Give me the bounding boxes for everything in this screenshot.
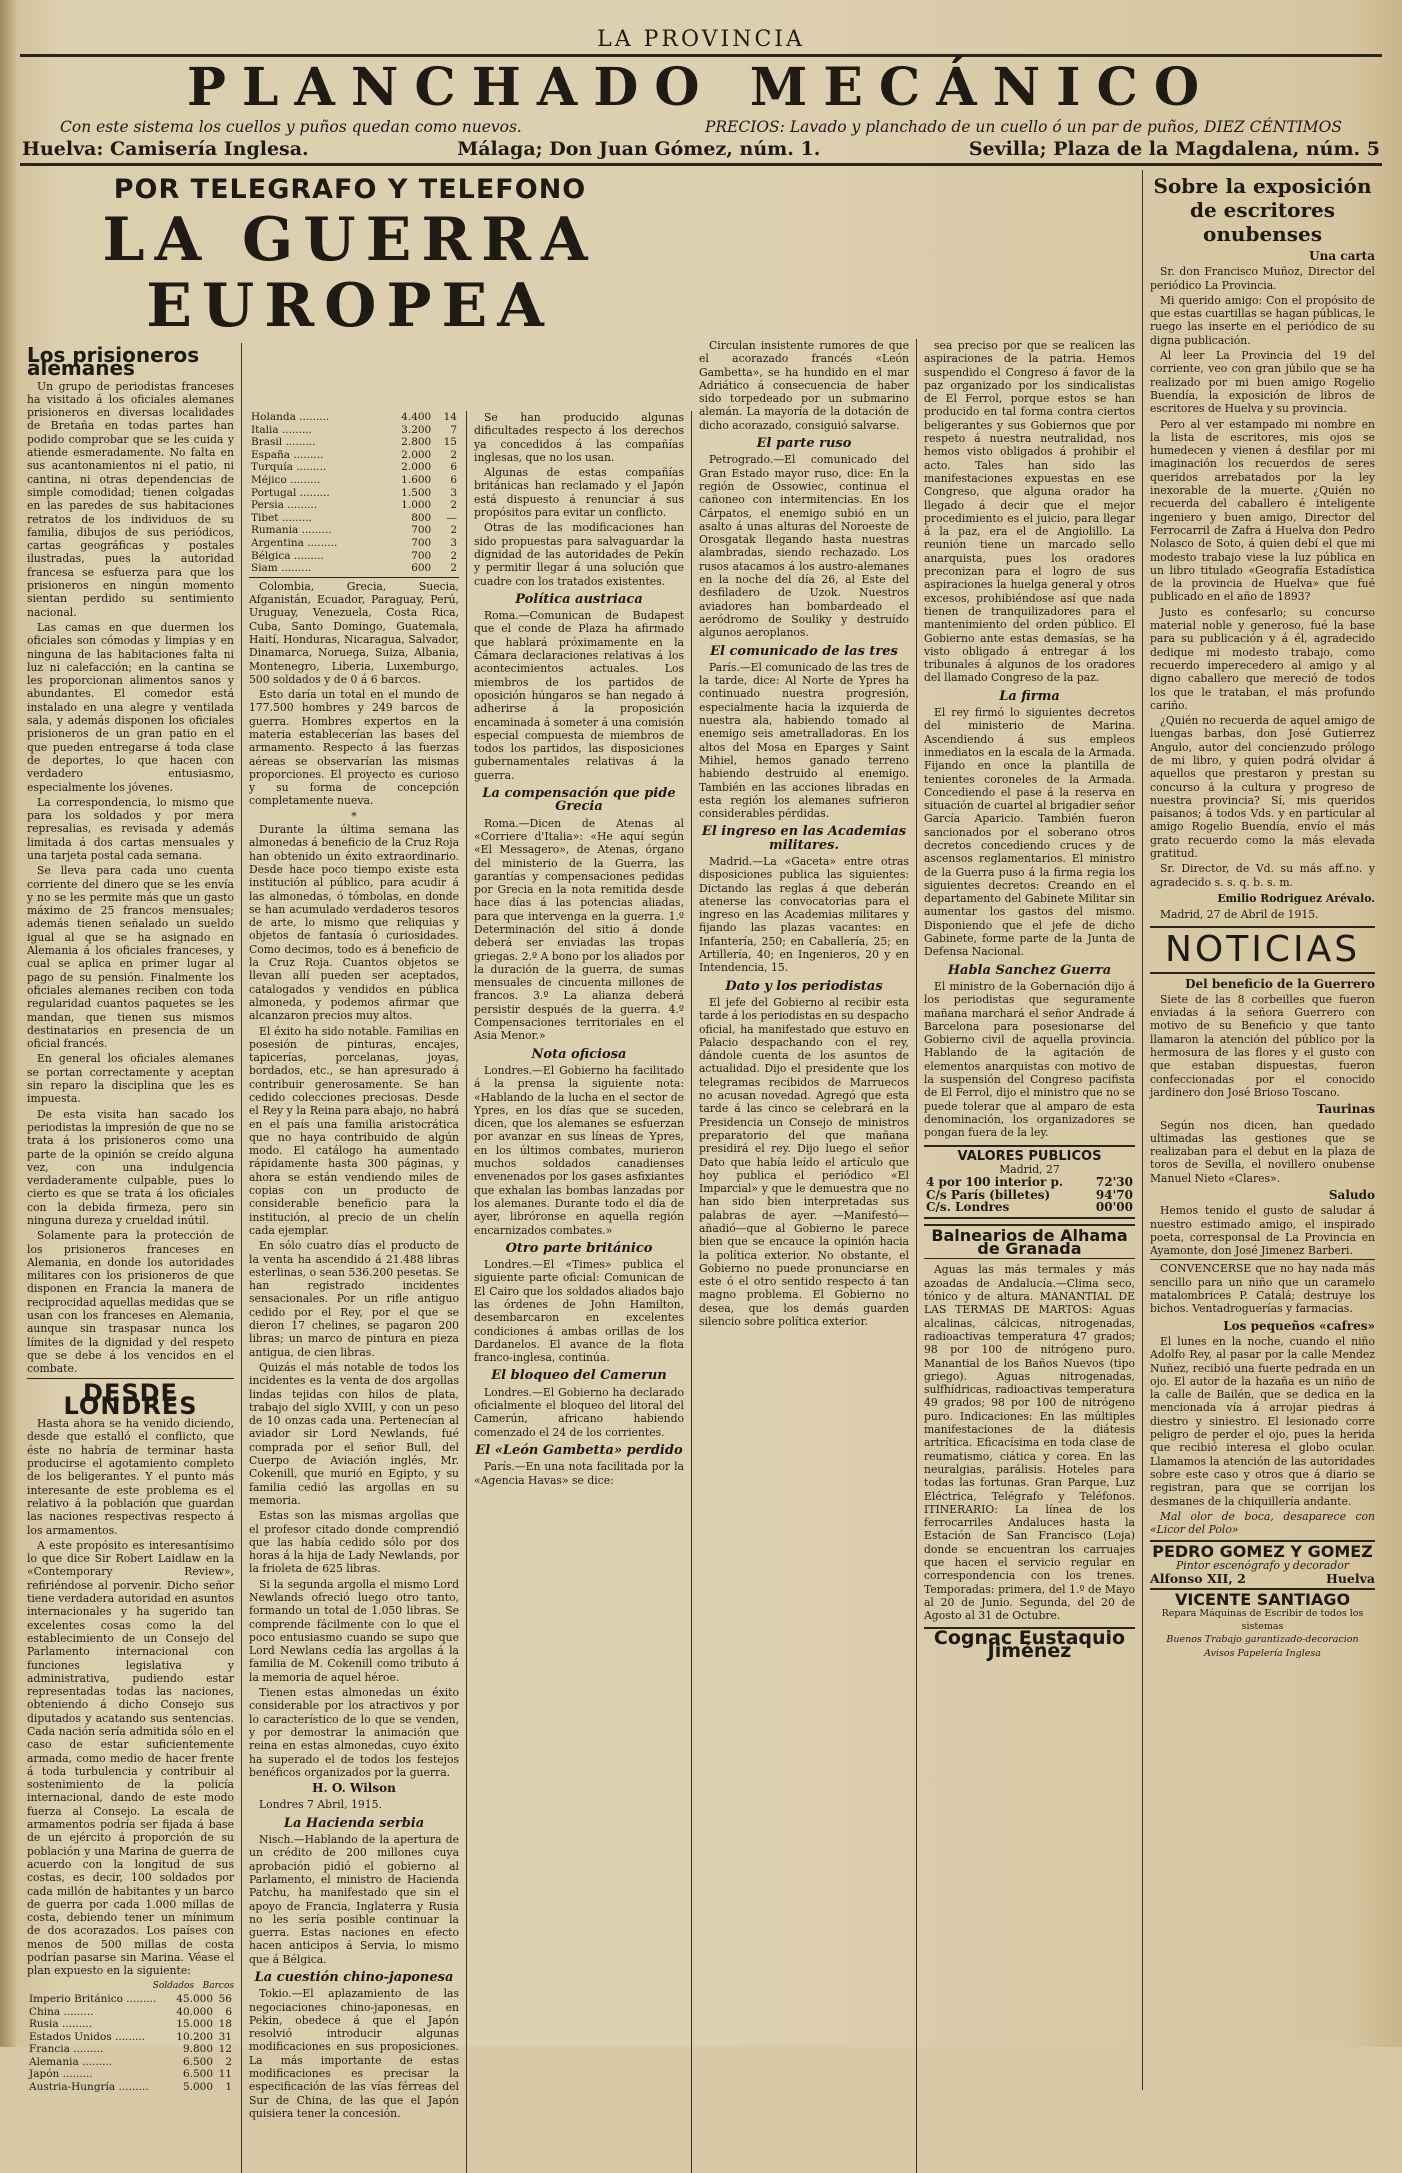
table-cell: 2 <box>450 549 457 562</box>
camerun-title: El bloqueo del Camerun <box>491 1368 667 1384</box>
cafres-title: Los pequeños «cafres» <box>1223 1318 1375 1333</box>
armaments-table-continued <box>249 411 459 575</box>
war-headline: LA GUERRA EUROPEA <box>102 205 598 341</box>
dateline: Londres 7 Abril, 1915. <box>259 1798 382 1812</box>
table-cell: Brasil ......... <box>251 436 316 449</box>
table-row <box>27 1993 234 2006</box>
gomez-profession: Pintor escenógrafo y decorador <box>1176 1558 1349 1572</box>
paragraph: Tienen estas almonedas un éxito considerable por los atractivos y por lo característico de lo que se venden, y por demostrar la animación que reina en estas almonedas, cuyo éxito ha superado el de todos los festejos benéficos organizados por la guerra. <box>249 1686 459 1779</box>
table-cell: 31 <box>218 2030 232 2043</box>
table-cell: China ......... <box>29 2005 94 2018</box>
table-cell: 9.800 <box>182 2043 214 2056</box>
paragraph: Mi querido amigo: Con el propósito de que estas cuartillas se hagan públicas, le ruego las inserte en el periódico de su digna publicación. <box>1150 293 1375 347</box>
table-row <box>249 512 459 525</box>
table-cell: 45.000 <box>176 1992 214 2005</box>
valores-box <box>924 1145 1135 1219</box>
santiago-advert <box>1150 1590 1375 1662</box>
nota-title: Nota oficiosa <box>531 1046 627 1062</box>
table-cell: 2 <box>450 448 457 461</box>
paragraph: El lunes en la noche, cuando el niño Adolfo Rey, al pasar por la calle Mendez Nuñez, recibió una fuerte pedrada en un ojo. El autor de la hazaña es un niño de la calle de Bailén, que se dedica en la mencionada vía á arrojar piedras á diestro y siniestro. El lesionado corre peligro de perder el ojo, pues la herida que recibió interesa el globo ocular. Llamamos la atención de las autoridades sobre este caso y otros que á diario se registran, para que se corrijan los desmanes de la chiquillería andante. <box>1150 1334 1375 1508</box>
paragraph: Londres.—El Gobierno ha facilitado á la prensa la siguiente nota: «Hablando de la lucha en el sector de Ypres, en los días que se suceden, dicen, que los alemanes se esfuerzan por avanzar en sus líneas de Ypres, en los últimos combates, murieron muchos soldados canadienses envenenados por los gases asfixiantes que exhalan las bombas lanzadas por los alemanes. Durante todo el día de ayer, libróronse en aquella región encarnizados combates.» <box>474 1063 684 1237</box>
table-cell: Tibet ......... <box>251 511 312 524</box>
table-cell: 5.000 <box>182 2081 214 2094</box>
address-malaga: Málaga; Don Juan Gómez, núm. 1. <box>457 138 821 160</box>
expo-date: Madrid, 27 de Abril de 1915. <box>1160 908 1319 922</box>
table-cell: C/s. Londres <box>926 1200 1010 1215</box>
table-cell: 4.400 <box>401 411 432 423</box>
column-6 <box>1142 170 1382 2090</box>
table-cell: Alemania ......... <box>29 2055 113 2068</box>
paragraph: París.—En una nota facilitada por la «Agencia Havas» se dice: <box>474 1460 684 1487</box>
table-cell: 40.000 <box>176 2005 214 2018</box>
table-cell: 3 <box>450 536 457 549</box>
carta-label: Una carta <box>1309 249 1375 263</box>
table-row <box>924 1201 1135 1214</box>
paragraph: Roma.—Dicen de Atenas al «Corriere d'Italia»: «He aquí según «El Messagero», de Atenas, órgano del ministerio de la Guerra, las garantías y compensaciones pedidas por Grecia en la nota remitida desde hace días á las potencias aliadas, para que intervenga en la guerra. 1.º Determinación del sitio á donde deberá ser enviadas las tropas griegas. 2.º A bono por los aliados por la duración de la guerra, de sumas mensuales de cincuenta millones de francos. 3.º La alianza deberá persistir después de la guerra. 4.º Compensaciones territoriales en el Asia Menor.» <box>474 816 684 1043</box>
table-header: Soldados Barcos <box>152 1980 234 1991</box>
table-row <box>249 436 459 449</box>
table-cell: 7 <box>450 423 457 436</box>
table-row <box>27 2056 234 2069</box>
paragraph: Justo es confesarlo; su concurso material noble y generoso, fué la base para su publicación y á él, agradecido dedique mi modesto trabajo, como recuerdo imperecedero al amigo y al digno caballero que mereció de todos los que le trataban, el más profundo cariño. <box>1150 605 1375 712</box>
table-cell: España ......... <box>251 448 324 461</box>
paragraph: Al leer La Provincia del 19 del corriente, veo con gran júbilo que se ha realizado por mi buen amigo Rogelio Buendía, la exposición de libros de escritores de Huelva y su provincia. <box>1150 349 1375 416</box>
table-cell: 6.500 <box>182 2068 214 2081</box>
paragraph: El rey firmó lo siguientes decretos del ministerio de Marina. Ascendiendo á sus empleos inmediatos en la escala de la Armada. Fijando en once la plantilla de tenientes coroneles de la Armada. Concediendo el pase á la reserva en situación de cuartel al brigadier señor García Aparicio. También fueron sancionados por el soberano otros decretos concediendo cruces y de ascensos reglamentarios. El ministro de la Guerra puso á la firma regia los siguientes decretos: Creando en el departamento del Gabinete Militar sin aumentar los gastos del mismo. Disponiendo que el jefe de dicho Gabinete, forme parte de la Junta de Defensa Nacional. <box>924 706 1135 959</box>
paragraph: Nisch.—Hablando de la apertura de un crédito de 200 millones cuya aprobación pidió el gobierno al Parlamento, el ministro de Hacienda Patchu, ha manifestado que sin el apoyo de Francia, Inglaterra y Rusia no les sería posible continuar la guerra. Estas naciones en efecto hacen anticipos á Servia, lo mismo que á Bélgica. <box>249 1833 459 1966</box>
column-3 <box>467 411 692 2173</box>
alhama-title: Balnearios de Alhama de Granada <box>924 1224 1135 1260</box>
santiago-line2: Buenos Trabajo garantizado-decoracion <box>1166 1634 1359 1646</box>
table-row <box>249 449 459 462</box>
table-cell: 56 <box>218 1992 232 2005</box>
hacienda-title: La Hacienda serbia <box>283 1815 425 1831</box>
table-cell: 800 <box>411 511 432 524</box>
address-huelva: Huelva: Camisería Inglesa. <box>22 138 309 160</box>
paragraph: Quizás el más notable de todos los incidentes es la venta de dos argollas lindas tejidas con hilos de plata, trabajo del siglo XVIII, y con un peso de 10 onzas cada una. Pertenecían al aviador sir Lord Newlands, fué comprada por el señor Bull, del Cuerpo de Aviación inglés, Mr. Cokenill, que murió en Egipto, y su familia cedió las argollas en su memoria. <box>249 1360 459 1507</box>
table-row <box>249 562 459 575</box>
ruso-title: El parte ruso <box>756 436 852 452</box>
war-section <box>20 170 1142 2173</box>
paragraph: Aguas las más termales y más azoadas de Andalucía.—Clima seco, tónico y de altura. MANANTIAL DE LAS TERMAS DE MARTOS: Aguas alcalinas, cálcicas, nitrogenadas, radioactivas temperatura 47 grados; 98 por 100 de nitrógeno puro. Manantial de los Baños Nuevos (tipo griego). Aguas nitrogenadas, sulfhídricas, radioactivas temperatura 49 grados; 98 por 100 de nitrógeno puro. Indicaciones: En las múltiples manifestaciones de la diátesis artrítica. Eficacísima en toda clase de reumatismo, ciática y corea. En las neuralgias, parálisis. Hoteles para todas las fortunas. Gran Parque, Luz Eléctrica, Telégrafo y Teléfonos. ITINERARIO: La línea de los ferrocarriles Andaluces hasta la Estación de San Francisco (Loja) donde se encuentran los carruajes que hacen el servicio regular en correspondencia con los trenes. Temporadas: primera, del 1.º de Mayo al 20 de Junio. Segunda, del 20 de Agosto al 31 de Octubre. <box>924 1263 1135 1623</box>
address-sevilla: Sevilla; Plaza de la Magdalena, núm. 5 <box>968 138 1380 160</box>
armaments-table <box>27 1993 234 2094</box>
table-cell: Holanda ......... <box>251 411 330 423</box>
table-cell: 1.500 <box>401 486 432 499</box>
table-cell: 00'00 <box>1095 1200 1133 1215</box>
advert-subtitle <box>20 117 1382 137</box>
santiago-name: VICENTE SANTIAGO <box>1174 1590 1351 1610</box>
tres-title: El comunicado de las tres <box>710 643 898 659</box>
table-row <box>27 2081 234 2094</box>
table-row <box>27 2018 234 2031</box>
paragraph: Pero al ver estampado mi nombre en la lista de escritores, mis ojos se humedecen y vienen á desfilar por mi imaginación los recuerdos de seres queridos arrebatados por la ley inexorable de la muerte. ¿Quién no recuerda del caballero é inteligente ingeniero y buen amigo, Director del Ferrocarril de Zafra á Huelva don Pedro Nolasco de Soto, á quien debí el que mi modesto trabajo viese la luz pública en un libro titulado «Geografía Estadística de la provincia de Huelva» que fué publicado en el año de 1893? <box>1150 417 1375 604</box>
table-cell: 2.000 <box>401 461 432 474</box>
table-cell: — <box>446 511 457 524</box>
table-row <box>249 424 459 437</box>
table-cell: Argentina ......... <box>251 536 338 549</box>
paragraph: Madrid.—La «Gaceta» entre otras disposiciones publica las siguientes: Dictando las reglas á que deberán atenerse las convocatorias para el ingreso en las Academias militares y fijando las plazas vacantes: en Infantería, 250; en Caballería, 25; en Artillería, 40; en Ingenieros, 20 y en Intendencia, 15. <box>699 854 909 975</box>
table-cell: 700 <box>411 549 432 562</box>
table-row <box>27 2006 234 2019</box>
separator-star: * <box>351 809 357 823</box>
table-cell: Italia ......... <box>251 423 312 436</box>
table-cell: 11 <box>218 2068 232 2081</box>
paragraph: Algunas de estas compañías británicas han reclamado y el Japón está dispuesto á renunciar á sus propósitos para evitar un conflicto. <box>474 466 684 520</box>
santiago-line3: Avisos Papelería Inglesa <box>1204 1647 1321 1659</box>
column-4 <box>692 339 917 2173</box>
divider <box>20 163 1382 166</box>
britanico-title: Otro parte británico <box>505 1240 653 1256</box>
desde-londres-title: DESDE LONDRES <box>63 1378 198 1420</box>
paragraph: ¿Quién no recuerda de aquel amigo de luengas barbas, don José Gutierrez Angulo, autor del concienzudo prólogo de mi libro, y quien podrá olvidar á aquellos que prestaron y prestan su concurso á la cultura y progreso de nuestra provincia? Sí, mis queridos paisanos; á todos Vds. y en particular al amigo Rogelio Buendía, envío el más grato recuerdo como la más elevada gratitud. <box>1150 714 1375 861</box>
table-row <box>27 2043 234 2056</box>
table-cell: 18 <box>218 2018 232 2031</box>
column-5 <box>917 339 1142 2173</box>
table-cell: 2 <box>450 562 457 575</box>
columns <box>20 170 1382 2173</box>
table-cell: 15 <box>443 436 457 449</box>
taurinas-title: Taurinas <box>1316 1102 1375 1117</box>
table-row <box>249 524 459 537</box>
table-cell: 2 <box>450 499 457 512</box>
paragraph: Petrogrado.—El comunicado del Gran Estado mayor ruso, dice: En la región de Ossowiec, continua el cañoneo con intermitencias. En los Cárpatos, el enemigo subió en un asalto á unas alturas del Noroeste de Orosgatak llegando hasta nuestras alambradas, siendo rechazado. Los rusos atacamos á los austro-alemanes en la noche del día 26, al Este del desfiladero de Uzok. Nuestros aviadores han bombardeado el aeródromo de Souliky y destruído algunos aeroplanos. <box>699 453 909 640</box>
guerrero-title: Del beneficio de la Guerrero <box>1185 976 1375 991</box>
licor-advert: Mal olor de boca, desaparece con «Licor del Polo» <box>1150 1509 1375 1537</box>
table-cell: 600 <box>411 562 432 575</box>
table-cell: 1.600 <box>401 473 432 486</box>
table-cell: 3 <box>450 486 457 499</box>
gomez-name: PEDRO GOMEZ Y GOMEZ <box>1152 1542 1373 1562</box>
paragraph: El éxito ha sido notable. Familias en posesión de pinturas, encajes, tapicerías, porcelanas, joyas, bordados, etc., se han apresurado á contribuir generosamente. Se han cedido colecciones preciosas. Desde el Rey y la Reina para abajo, no habrá en el país una familia aristocrática que no haya contribuido de algún modo. El catálogo ha aumentado rápidamente hasta 300 páginas, y ahora se están vendiendo miles de copias con un producto de considerable beneficio para la institución, al precio de un chelín cada ejemplar. <box>249 1024 459 1237</box>
paragraph: Hasta ahora se ha venido diciendo, desde que estalló el conflicto, que éste no habría de terminar hasta producirse el agotamiento completo de los beligerantes. Y el punto más interesante de este problema es el relativo á la población que guardan las naciones respectivas respecto á los armamentos. <box>27 1417 234 1537</box>
table-row <box>249 461 459 474</box>
table-cell: Austria-Hungría ......... <box>29 2081 149 2094</box>
paragraph: Circulan insistente rumores de que el acorazado francés «León Gambetta», se ha hundido en el mar Adriático á consecuencia de haber sido torpedeado por un submarino alemán. La mayoría de la dotación de dicho acorazado, consiguió salvarse. <box>699 339 909 432</box>
table-cell: 700 <box>411 536 432 549</box>
table-row <box>249 474 459 487</box>
table-cell: 12 <box>218 2043 232 2056</box>
firma-title: La firma <box>999 688 1060 704</box>
prisoners-title: Los prisioneros alemanes <box>27 343 200 381</box>
table-cell: 2 <box>225 2055 232 2068</box>
academias-title: El ingreso en las Academias militares. <box>701 824 907 853</box>
paragraph: Un grupo de periodistas franceses ha visitado á los oficiales alemanes prisioneros en diversas localidades de Bretaña en todas partes han podido comprobar que se les cuida y atiende esmeradamente. No falta en sus acantonamientos ni el patio, ni cantina, ni otras dependencias de simple comodidad; tienen colgadas en las paredes de sus habitaciones retratos de los individuos de su familia, dibujos de sus periódicos, cartas geográficas y postales ilustradas, pues la autoridad francesa se esfuerza para que los prisioneros en ningún momento sientan perdido su sentimiento nacional. <box>27 379 234 619</box>
paragraph: El jefe del Gobierno al recibir esta tarde á los periodistas en su despacho oficial, ha manifestado que estuvo en Palacio despachando con el rey, dándole cuenta de los asuntos de actualidad. Dijo el presidente que los telegramas recibidos de Marruecos no acusan novedad. Agregó que esta tarde á las cinco se celebrará en la Presidencia un Consejo de ministros preparatorio del que mañana presidirá el rey. Dijo luego el señor Dato que había leído el artículo que hoy publica el periódico «El Imparcial» y que le demuestra que no han sido bien interpretadas sus palabras de ayer. —Manifestó—añadió—que al Gobierno le parece bien que se encauce la opinión hacia la política exterior. No obstante, el Gobierno no puede pronunciarse en este ó el otro sentido respecto á tan magno problema. El Gobierno no desea, que los demás guarden silencio sobre política exterior. <box>699 995 909 1329</box>
paragraph: Se han producido algunas dificultades respecto á los derechos ya concedidos á las compañías inglesas, que no los usan. <box>474 411 684 464</box>
table-cell: 3.200 <box>401 423 432 436</box>
table-row <box>924 1176 1135 1189</box>
advert-left-text: Con este sistema los cuellos y puños quedan como nuevos. <box>60 118 522 136</box>
page-binding-edge <box>0 0 16 2047</box>
table-row <box>249 411 459 424</box>
table-row <box>27 2068 234 2081</box>
table-cell: 1.000 <box>401 499 432 512</box>
paragraph: Las camas en que duermen los oficiales son cómodas y limpias y en ninguna de las habitaciones falta ni luz ni calefacción; en la cantina se les proporcionan alimentos sanos y abundantes. El comedor está instalado en una alegre y ventilada sala, y además disponen los oficiales prisioneros de un gran patio en el que pueden entregarse á toda clase de deportes, lo que hacen con verdadero entusiasmo, especialmente los jóvenes. <box>27 620 234 794</box>
exposition-title: Sobre la exposición de escritores onubenses <box>1153 174 1372 246</box>
table-cell: Imperio Británico ......... <box>29 1992 157 2005</box>
table-cell: 6.500 <box>182 2055 214 2068</box>
gambetta-title: El «León Gambetta» perdido <box>475 1442 683 1458</box>
table-cell: Rusia ......... <box>29 2018 93 2031</box>
santiago-line1: Repara Máquinas de Escribir de todos los sistemas <box>1161 1607 1364 1632</box>
convencerse-advert: CONVENCERSE que no hay nada más sencillo para un niño que un caramelo matalombrices P. Catalá; destruye los bichos. Ventadroguerías y farmacias. <box>1150 1259 1375 1315</box>
paragraph: Durante la última semana las almonedas á beneficio de la Cruz Roja han obtenido un éxito extraordinario. Desde hace poco tiempo existe esta institución al público, para acudir á las almonedas, ó tómbolas, en donde se han acumulado verdaderos tesoros de arte, lo mismo que reliquias y objetos de fantasía ó curiosidades. Como decimos, todo es á beneficio de la Cruz Roja. Cuantos objetos se llevan allí pueden ser aceptados, catalogados y vendidos en pública almoneda, y podemos afirmar que alcanzaron precios muy altos. <box>249 823 459 1023</box>
gomez-advert <box>1150 1540 1375 1590</box>
paragraph: Londres.—El «Times» publica el siguiente parte oficial: Comunican de El Cairo que los soldados aliados bajo las órdenes de John Hamilton, desembarcaron en excelentes condiciones á ambas orillas de los Dardanelos. El avance de la flota franco-inglesa, continúa. <box>474 1258 684 1365</box>
table-row <box>27 2031 234 2044</box>
table-cell: Francia ......... <box>29 2043 104 2056</box>
cognac-advert: Cognac Eustaquio Jiménez <box>924 1627 1135 1659</box>
table-cell: Portugal ......... <box>251 486 330 499</box>
noticias-title: NOTICIAS <box>1150 926 1375 974</box>
divider <box>249 577 459 578</box>
table-cell: 72'30 <box>1095 1175 1133 1190</box>
paragraph: Tokio.—El aplazamiento de las negociaciones chino-japonesas, en Pekin, obedece á que el Japón resolvió introducir algunas modificaciones en sus proposiciones. La más importante de estas modificaciones es precisar la especificación de las vías férreas del Sur de China, de las que el Japón quisiera tener la concesión. <box>249 1987 459 2120</box>
table-cell: Persia ......... <box>251 499 318 512</box>
column-1 <box>20 343 242 2173</box>
paragraph: La correspondencia, lo mismo que para los soldados y por mera represalias, es revisada y además limitada á dos cartas mensuales y una tarjeta postal cada semana. <box>27 795 234 862</box>
table-cell: 2 <box>450 524 457 537</box>
paragraph: Se lleva para cada uno cuenta corriente del dinero que se les envía y no se les permite más que un gasto máximo de 25 francos mensuales; además tienen señalado un sueldo igual al que se ha asignado en Alemania á los oficiales franceses, y cual se aplica en primer lugar al pago de su pensión. Finalmente los oficiales alemanes reciben con toda regularidad cuantos paquetes se les mandan, que tienen sus mismos destinatarios en presencia de un oficial francés. <box>27 864 234 1051</box>
table-row <box>249 487 459 500</box>
paragraph: París.—El comunicado de las tres de la tarde, dice: Al Norte de Ypres ha continuado nuestra progresión, especialmente hacia la izquierda de nuestra ala, habiendo tomado al enemigo seis ametralladoras. En los altos del Mosa en Eparges y Saint Mihiel, hemos ganado terreno habiendo destruido al enemigo. También en las acciones libradas en esta región los alemanes sufrieron considerables pérdidas. <box>699 660 909 821</box>
running-head: LA PROVINCIA <box>597 27 805 52</box>
signature: H. O. Wilson <box>312 1781 396 1796</box>
advert-prices-text: PRECIOS: Lavado y planchado de un cuello ó un par de puños, DIEZ CÉNTIMOS <box>704 118 1342 136</box>
sanchez-guerra-title: Habla Sanchez Guerra <box>947 962 1112 978</box>
table-cell: C/s París (billetes) <box>926 1187 1051 1202</box>
table-cell: Méjico ......... <box>251 473 321 486</box>
advert-title: PLANCHADO MECÁNICO <box>186 57 1216 118</box>
paragraph: Colombia, Grecia, Suecia, Afganistán, Ecuador, Paraguay, Perú, Uruguay, Venezuela, Costa Rica, Cuba, Santo Domingo, Guatemala, Haití, Honduras, Nicaragua, Salvador, Dinamarca, Noruega, Suiza, Albania, Montenegro, Liberia, Luxemburgo, 500 soldados y de 0 á 6 barcos. <box>249 579 459 686</box>
table-cell: Rumania ......... <box>251 524 332 537</box>
table-cell: 6 <box>450 461 457 474</box>
table-cell: 10.200 <box>176 2030 214 2043</box>
table-cell: 2.000 <box>401 448 432 461</box>
telegraph-headline: POR TELEGRAFO Y TELEFONO <box>113 174 587 205</box>
table-cell: Siam ......... <box>251 562 312 575</box>
masthead <box>20 28 1382 166</box>
paragraph: sea preciso por que se realicen las aspiraciones de la patria. Hemos suspendido el Congreso á favor de la paz organizado por los sindicalistas de El Ferrol, porque estos se han producido en tal forma contra ciertos beligerantes y sus Gobiernos que por respeto á nuestra neutralidad, nos hemos visto obligados á prohibir el acto. Tales han sido las manifestaciones expuestas en ese Congreso, que alguna orador ha llegado á decir que el mejor procedimiento es el juicio, para llegar á la paz, era el de Angiolillo. La reunión tiene un marcado sello anarquista, pues los oradores preconizan para el logro de sus aspiraciones la huelga general y otros excesos, prohibiéndose así que nada tienen de tranquilizadores para el mantenimiento del orden público. El Gobierno ante estas demasías, se ha visto obligado á entregar á los tribunales á algunos de los oradores del llamado Congreso de la paz. <box>924 339 1135 685</box>
paragraph: Otras de las modificaciones han sido propuestas para salvaguardar la dignidad de las autoridades de Pekín y permitir llegar á una solución que cuadre con los tratados existentes. <box>474 521 684 588</box>
paragraph: Sr. don Francisco Muñoz, Director del periódico La Provincia. <box>1150 265 1375 292</box>
table-cell: 6 <box>450 473 457 486</box>
expo-signature: Emilio Rodriguez Arévalo. <box>1217 891 1375 905</box>
austria-title: Política austriaca <box>515 591 643 607</box>
paragraph: Siete de las 8 corbeilles que fueron enviadas á la señora Guerrero con motivo de su Beneficio y que tanto llamaron la atención del público por la hermosura de las flores y el gusto con que estaban dispuestas, fueron confeccionadas por el conocido jardinero don José Brioso Toscano. <box>1150 992 1375 1099</box>
table-cell: 6 <box>225 2005 232 2018</box>
column-2 <box>242 411 467 2173</box>
paragraph: Solamente para la protección de los prisioneros franceses en Alemania, en donde los autoridades militares con los prisioneros de que disponen en Francia la manera de reciprocidad aquellas medidas que se usan con los franceses en Alemania, aunque sin traspasar nunca los límites de la dignidad y del respeto que se debe á los vencidos en el combate. <box>27 1229 234 1376</box>
paragraph: Esto daría un total en el mundo de 177.500 hombres y 249 barcos de guerra. Hombres expertos en la materia establecerían las bases del armamento. Respecto á las fuerzas aéreas se observarían las mismas proporciones. El proyecto es curioso y su forma de concepción completamente nueva. <box>249 688 459 808</box>
table-cell: 700 <box>411 524 432 537</box>
chino-title: La cuestión chino-japonesa <box>254 1970 454 1985</box>
gomez-address: Alfonso XII, 2 Huelva <box>1150 1571 1375 1587</box>
table-cell: 14 <box>443 411 457 423</box>
valores-table <box>924 1176 1135 1214</box>
paragraph: En sólo cuatro días el producto de la venta ha ascendido á 21.488 libras esterlinas, o sean 536.200 pesetas. Se han registrado incidentes sensacionales. Por un rifle antiguo cedido por el Rey, por el que se dieron 17 chelines, se pagaron 200 libras; un marco de pintura en pieza antigua, de cien libras. <box>249 1239 459 1359</box>
paragraph: Según nos dicen, han quedado ultimadas las gestiones que se realizaban para el debut en la plaza de toros de Sevilla, el novillero onubense Manuel Nieto «Clares». <box>1150 1118 1375 1185</box>
paragraph: En general los oficiales alemanes se portan correctamente y aceptan sin reparo la disciplina que les es impuesta. <box>27 1052 234 1106</box>
paragraph: De esta visita han sacado los periodistas la impresión de que no se trata á los prisioneros como una parte de la opinión se creído alguna vez, con una indulgencia verdaderamente culpable, pues lo cierto es que se trata á los oficiales con la debida firmeza, pero sin ninguna dureza y crueldad inútil. <box>27 1107 234 1227</box>
table-cell: 2.800 <box>401 436 432 449</box>
valores-title: VALORES PUBLICOS <box>957 1148 1102 1164</box>
table-cell: Bélgica ......... <box>251 549 324 562</box>
table-row <box>249 537 459 550</box>
advert-addresses <box>20 137 1382 161</box>
saludo-title: Saludo <box>1328 1188 1375 1202</box>
table-row <box>249 550 459 563</box>
table-cell: 1 <box>225 2081 232 2094</box>
table-cell: 15.000 <box>176 2018 214 2031</box>
paragraph: Si la segunda argolla el mismo Lord Newlands ofreció luego otro tanto, formando un total de 1.050 libras. Se comprende fácilmente con lo que el poco entusiasmo cuando se supo que Lord Newlans cedía las argollas á la familia de M. Cokenill como tributo á la memoria de aquel héroe. <box>249 1577 459 1684</box>
table-cell: 94'70 <box>1095 1187 1133 1202</box>
table-cell: 4 por 100 interior p. <box>926 1175 1064 1190</box>
table-cell: Turquía ......... <box>251 461 327 474</box>
valores-date: Madrid, 27 <box>999 1162 1060 1176</box>
paragraph: El ministro de la Gobernación dijo á los periodistas que seguramente mañana marchará el señor Andrade á Barcelona para posesionarse del Gobierno civil de aquella provincia. Hablando de la agitación de elementos anarquistas con motivo de la suspensión del Congreso pacifista de El Ferrol, dijo el ministro que no se puede tolerar que al amparo de esta denominación, los organizadores se pongan fuera de la ley. <box>924 979 1135 1140</box>
paragraph: Sr. Director, de Vd. su más aff.no. y agradecido s. s. q. b. s. m. <box>1150 862 1375 889</box>
table-cell: Estados Unidos ......... <box>29 2030 146 2043</box>
table-row <box>249 499 459 512</box>
grecia-title: La compensación que pide Grecia <box>482 786 676 815</box>
table-cell: Japón ......... <box>29 2068 93 2081</box>
paragraph: Londres.—El Gobierno ha declarado oficialmente el bloqueo del litoral del Camerún, africano habiendo comenzado el 24 de los corrientes. <box>474 1385 684 1439</box>
paragraph: Roma.—Comunican de Budapest que el conde de Plaza ha afirmado que hablará próximamente en la Cámara declaraciones relativas á los acontecimientos actuales. Los miembros de los partidos de oposición húngaros se han negado á adherirse á la proposición encaminada á someter á una comisión especial compuesta de miembros de todos los partidos, las disposiciones gubernamentales relativas á la guerra. <box>474 609 684 782</box>
paragraph: Estas son las mismas argollas que el profesor citado donde comprendió que las había cedido sólo por dos horas á la hija de Lady Newlands, por la frioleta de 625 libras. <box>249 1509 459 1576</box>
paragraph: A este propósito es interesantísimo lo que dice Sir Robert Laidlaw en la «Contemporary Review», refiriéndose al porvenir. Dicho señor tiene verdadera autoridad en asuntos internacionales y ha sugerido tan excelentes cosas como la del establecimiento de un Consejo del Parlamento internacional con funciones legislativa y administrativa, pudiendo estar representadas todas las naciones, obteniendo á dicho Consejo sus diputados y acatando sus sentencias. Cada nación sería admitida sólo en el caso de estar suficientemente armada, como medio de hacer frente á toda turbulencia y contribuir al sostenimiento de la policía internacional, dando de este modo fuerza al Consejo. La escala de armamentos podría ser fijada á base de un ejército á proporción de su población y una Marina de guerra de acuerdo con la longitud de sus costas, es decir, 100 soldados por cada millón de habitantes y un barco de guerra por cada 1.000 millas de costa, debiendo tener un mínimum de dos acorazados. Los países con menos de 500 millas de costa podrían pasarse sin Marina. Véase el plan expuesto en la siguiente: <box>27 1538 234 1978</box>
paragraph: Hemos tenido el gusto de saludar á nuestro estimado amigo, el inspirado poeta, corresponsal de La Provincia en Ayamonte, don José Jimenez Barberi. <box>1150 1204 1375 1258</box>
dato-title: Dato y los periodistas <box>725 978 883 994</box>
